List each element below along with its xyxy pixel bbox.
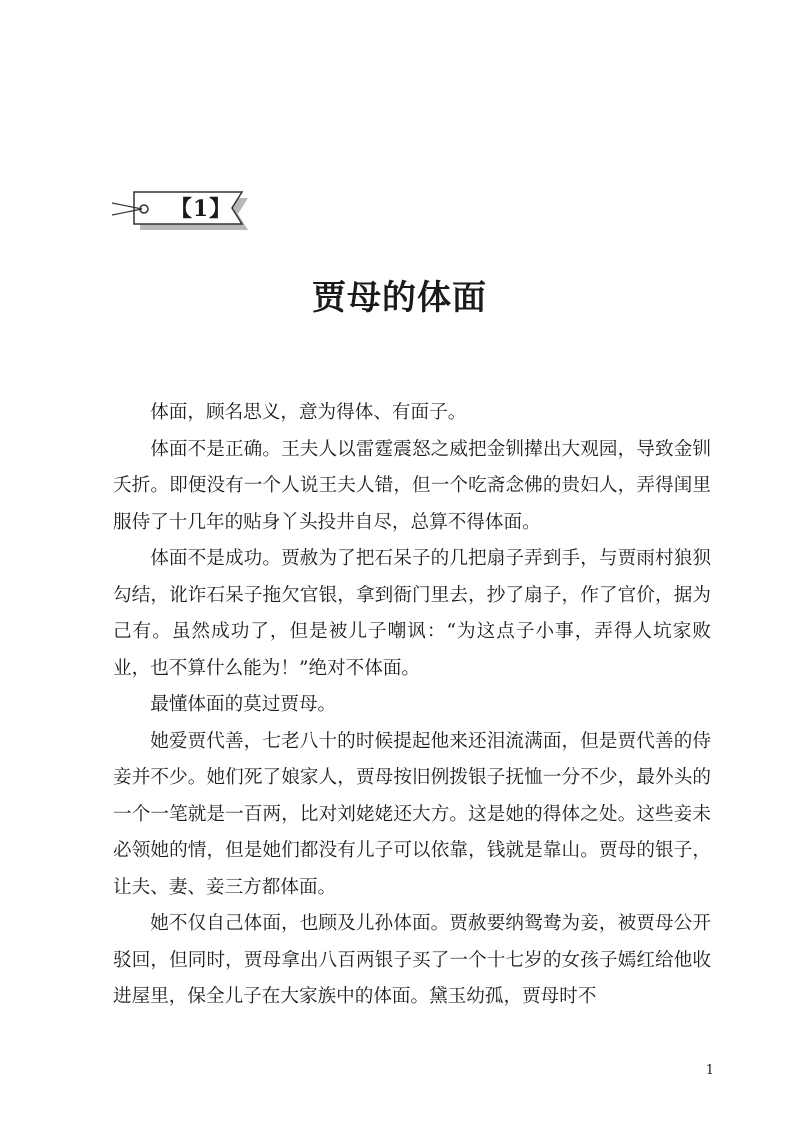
paragraph: 最懂体面的莫过贾母。 [150,694,337,715]
page-number: 1 [705,1063,714,1078]
paragraph: 体面，顾名思义，意为得体、有面子。 [150,402,467,423]
chapter-title: 贾母的体面 [312,278,487,318]
body-text [113,395,711,1016]
paragraph: 她爱贾代善，七老八十的时候提起他来还泪流满面，但是贾代善的侍妾并不少。她们死了娘家人，贾母按旧例拨银子抚恤一分不少，最外头的一个一笔就是一百两，比对刘姥姥还大方。这是她的得体之处。这些妾未必领她的情，但是她们都没有儿子可以依靠，钱就是靠山。贾母的银子，让夫、妻、妾三方都体面。 [113,730,711,898]
paragraph: 她不仅自己体面，也顾及儿孙体面。贾赦要纳鸳鸯为妾，被贾母公开驳回，但同时，贾母拿出八百两银子买了一个十七岁的女孩子嫣红给他收进屋里，保全儿子在大家族中的体面。黛玉幼孤，贾母时不 [113,913,711,1007]
chapter-tag [112,188,252,232]
paragraph: 体面不是正确。王夫人以雷霆震怒之威把金钏撵出大观园，导致金钏夭折。即便没有一个人说王夫人错，但一个吃斋念佛的贵妇人，弄得闺里服侍了十几年的贴身丫头投井自尽，总算不得体面。 [113,438,711,533]
chapter-number: 【1】 [169,196,233,222]
paragraph: 体面不是成功。贾赦为了把石呆子的几把扇子弄到手，与贾雨村狼狈勾结，讹诈石呆子拖欠官银，拿到衙门里去，抄了扇子，作了官价，据为己有。虽然成功了，但是被儿子嘲讽：“为这点子小事，弄得人坑家败业，也不算什么能为！”绝对不体面。 [113,548,711,679]
